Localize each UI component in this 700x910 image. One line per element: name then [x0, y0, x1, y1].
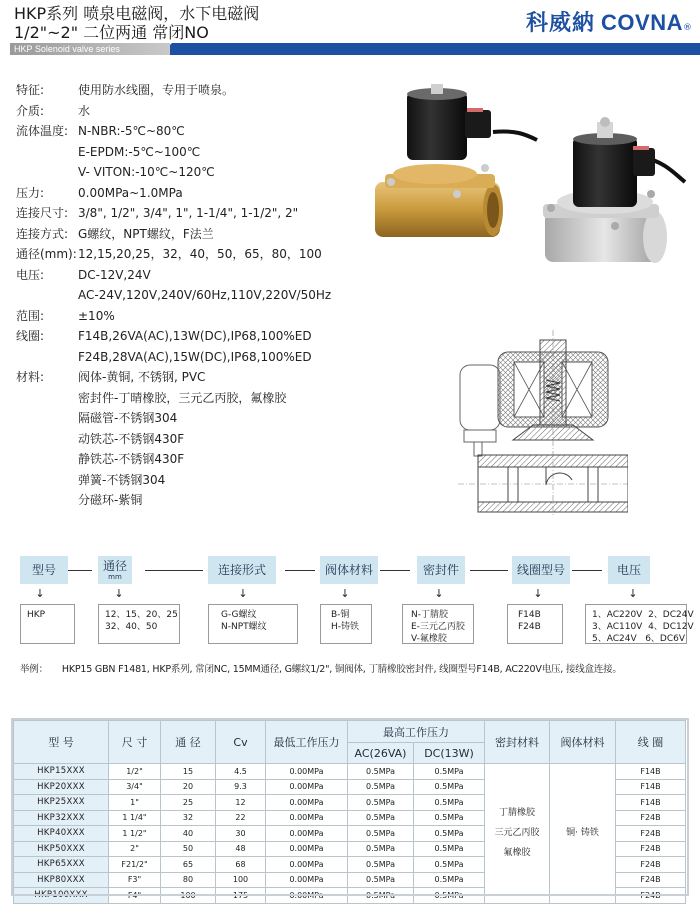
flow-box-bore	[98, 604, 180, 644]
cell-bore: 100	[161, 888, 216, 904]
spec-value: 静铁芯-不锈钢430F	[78, 452, 185, 466]
spec-value: N-NBR:-5℃~80℃	[78, 124, 185, 138]
spec-value: DC-12V,24V	[78, 267, 151, 282]
flow-head-label: 通径	[102, 558, 127, 573]
spec-label	[16, 142, 78, 163]
flow-connector	[470, 570, 508, 571]
spec-list	[16, 80, 376, 511]
example-text: HKP15 GBN F1481, HKP系列, 常闭NC, 15MM通径, G螺纹1/2", 铜阀体, 丁腈橡胶密封件, 线圈型号F14B, AC220V电压, 接线盒连接。	[61, 664, 622, 675]
spec-label	[16, 347, 78, 368]
cell-model: HKP40XXX	[14, 826, 109, 842]
cell-size: 1/2"	[109, 764, 161, 780]
cell-coil: F24B	[616, 826, 686, 842]
cell-body-merged: 铜· 铸铁	[550, 764, 616, 904]
flow-box-model	[20, 604, 75, 644]
spec-row	[16, 101, 376, 122]
spec-row	[16, 470, 376, 491]
logo-english: COVNA	[601, 10, 683, 35]
cell-cv: 4.5	[216, 764, 266, 780]
spec-value: F24B,28VA(AC),15W(DC),IP68,100%ED	[78, 349, 312, 364]
spec-row	[16, 449, 376, 470]
flow-head-body	[320, 556, 378, 584]
spec-row	[16, 388, 376, 409]
flow-box-line: 3、AC110V 4、DC12V	[592, 622, 694, 632]
arrow-down-icon: ↓	[238, 587, 248, 600]
cell-model: HKP15XXX	[14, 764, 109, 780]
cell-cv: 12	[216, 795, 266, 811]
cross-section-drawing	[458, 330, 628, 515]
flow-head-label: 阀体材料	[324, 562, 373, 577]
spec-label: 连接方式:	[16, 226, 69, 241]
table-row	[14, 764, 686, 780]
title-line-1: HKP系列 喷泉电磁阀，水下电磁阀	[14, 4, 260, 23]
flow-box-line: F24B	[518, 622, 541, 632]
band-grey-stripe	[10, 43, 170, 55]
header-bore: 通 径	[161, 721, 216, 764]
cell-max-dc: 0.5MPa	[414, 795, 485, 811]
flow-head-bore	[98, 556, 132, 584]
spec-value: 分磁环-紫铜	[78, 493, 143, 507]
flow-box-line: N-丁腈胶	[411, 610, 448, 620]
flow-connector	[572, 570, 602, 571]
header-cv: Cv	[216, 721, 266, 764]
header-max-ac: AC(26VA)	[348, 743, 414, 764]
cell-bore: 25	[161, 795, 216, 811]
spec-label: 特征:	[16, 83, 45, 97]
spec-row	[16, 224, 376, 245]
spec-label	[16, 490, 78, 511]
cell-cv: 9.3	[216, 779, 266, 795]
arrow-down-icon: ↓	[114, 587, 124, 600]
spec-label	[16, 408, 78, 429]
cell-max-ac: 0.5MPa	[348, 857, 414, 873]
header-min-pressure: 最低工作压力	[266, 721, 348, 764]
cell-bore: 40	[161, 826, 216, 842]
cell-cv: 22	[216, 810, 266, 826]
flow-box-line: N-NPT螺纹	[221, 622, 267, 632]
cell-min-pressure: 0.00MPa	[266, 888, 348, 904]
spec-value: G螺纹，NPT螺纹，F法兰	[78, 226, 214, 241]
arrow-down-icon: ↓	[434, 587, 444, 600]
spec-label	[16, 285, 78, 306]
flow-box-line: V-氟橡胶	[411, 634, 447, 644]
band-blue-stripe	[160, 43, 700, 55]
cell-bore: 20	[161, 779, 216, 795]
cell-max-ac: 0.5MPa	[348, 764, 414, 780]
spec-row	[16, 347, 376, 368]
header-max-dc: DC(13W)	[414, 743, 485, 764]
flow-head-model	[20, 556, 68, 584]
cell-coil: F24B	[616, 857, 686, 873]
cell-bore: 80	[161, 872, 216, 888]
spec-row	[16, 326, 376, 347]
cell-size: F4"	[109, 888, 161, 904]
cell-cv: 100	[216, 872, 266, 888]
flow-box-line: B-铜	[331, 610, 350, 620]
header-model: 型 号	[14, 721, 109, 764]
spec-label	[16, 470, 78, 491]
flow-connector	[68, 570, 92, 571]
flow-box-line: 32、40、50	[105, 622, 158, 632]
cell-model: HKP80XXX	[14, 872, 109, 888]
cell-model: HKP32XXX	[14, 810, 109, 826]
flow-head-connection	[208, 556, 276, 584]
arrow-down-icon: ↓	[533, 587, 543, 600]
arrow-down-icon: ↓	[340, 587, 350, 600]
example-label: 举例：	[20, 664, 48, 675]
seal-material: 三元乙丙胶	[494, 828, 540, 839]
arrow-down-icon: ↓	[628, 587, 638, 600]
spec-value: ±10%	[78, 308, 115, 323]
spec-value: 12,15,20,25，32，40，50，65，80，100	[78, 247, 322, 261]
cell-model: HKP50XXX	[14, 841, 109, 857]
logo-chinese: 科威納	[526, 11, 596, 36]
spec-row	[16, 121, 376, 142]
cell-max-dc: 0.5MPa	[414, 826, 485, 842]
cell-coil: F14B	[616, 764, 686, 780]
cell-size: F3"	[109, 872, 161, 888]
flow-connector	[285, 570, 315, 571]
cell-size: 3/4"	[109, 779, 161, 795]
flow-head-unit: mm	[108, 572, 122, 581]
flow-head-label: 密封件	[422, 562, 459, 577]
cell-coil: F24B	[616, 810, 686, 826]
spec-value: 弹簧-不锈钢304	[78, 472, 166, 487]
spec-value: V- VITON:-10℃~120℃	[78, 165, 215, 179]
spec-label: 连接尺寸:	[16, 206, 69, 220]
header-body: 阀体材料	[550, 721, 616, 764]
page-title	[14, 4, 259, 42]
flow-box-body	[320, 604, 372, 644]
header-coil: 线 圈	[616, 721, 686, 764]
flow-box-line: 5、AC24V 6、DC6V	[592, 634, 686, 644]
cell-max-dc: 0.5MPa	[414, 810, 485, 826]
cell-coil: F24B	[616, 888, 686, 904]
spec-row	[16, 367, 376, 388]
cell-max-ac: 0.5MPa	[348, 826, 414, 842]
spec-row	[16, 490, 376, 511]
seal-material: 氟橡胶	[503, 848, 531, 859]
arrow-down-icon: ↓	[35, 587, 45, 600]
example-note	[20, 661, 622, 675]
spec-row	[16, 203, 376, 224]
cell-size: 2"	[109, 841, 161, 857]
cell-max-ac: 0.5MPa	[348, 872, 414, 888]
spec-value: F14B,26VA(AC),13W(DC),IP68,100%ED	[78, 329, 312, 343]
cell-bore: 32	[161, 810, 216, 826]
spec-label	[16, 449, 78, 470]
cell-coil: F14B	[616, 779, 686, 795]
cell-model: HKP65XXX	[14, 857, 109, 873]
flow-connector	[380, 570, 410, 571]
spec-value: 0.00MPa~1.0MPa	[78, 185, 183, 200]
cell-seal-merged	[485, 764, 550, 904]
stainless-valve	[543, 117, 685, 263]
cell-model: HKP25XXX	[14, 795, 109, 811]
cell-min-pressure: 0.00MPa	[266, 779, 348, 795]
cell-size: 1 1/4"	[109, 810, 161, 826]
flow-head-coil	[512, 556, 570, 584]
spec-value: 密封件-丁晴橡胶，三元乙丙胶，氟橡胶	[78, 390, 287, 405]
cell-min-pressure: 0.00MPa	[266, 826, 348, 842]
spec-label	[16, 429, 78, 450]
spec-value: 水	[78, 103, 91, 118]
valve-drawing-icon	[458, 330, 628, 515]
spec-value: 隔磁管-不锈钢304	[78, 411, 178, 425]
spec-label	[16, 388, 78, 409]
spec-label: 介质:	[16, 103, 45, 118]
flow-box-line: 12、15、20、25	[105, 610, 178, 620]
spec-row	[16, 429, 376, 450]
cell-size: 1"	[109, 795, 161, 811]
cell-min-pressure: 0.00MPa	[266, 857, 348, 873]
flow-box-line: E-三元乙丙胶	[411, 622, 465, 632]
title-line-2: 1/2"~2" 二位两通 常闭NO	[14, 23, 209, 42]
spec-row	[16, 183, 376, 204]
series-label: HKP Solenoid valve series	[14, 44, 120, 54]
spec-label: 材料:	[16, 370, 45, 384]
cell-max-ac: 0.5MPa	[348, 795, 414, 811]
cell-size: F21/2"	[109, 857, 161, 873]
valve-photo-icon	[375, 82, 695, 272]
spec-label: 线圈:	[16, 329, 45, 343]
spec-row	[16, 306, 376, 327]
spec-label: 电压:	[16, 267, 45, 282]
header-max-pressure: 最高工作压力	[348, 721, 485, 743]
cell-cv: 48	[216, 841, 266, 857]
cell-min-pressure: 0.00MPa	[266, 841, 348, 857]
spec-value: 动铁芯-不锈钢430F	[78, 431, 185, 446]
cell-max-dc: 0.5MPa	[414, 779, 485, 795]
spec-row	[16, 285, 376, 306]
cell-max-ac: 0.5MPa	[348, 810, 414, 826]
cell-max-dc: 0.5MPa	[414, 857, 485, 873]
spec-row	[16, 408, 376, 429]
cell-max-ac: 0.5MPa	[348, 841, 414, 857]
flow-head-label: 电压	[616, 562, 641, 577]
cell-cv: 175	[216, 888, 266, 904]
spec-label: 压力:	[16, 185, 45, 200]
spec-value: E-EPDM:-5℃~100℃	[78, 144, 201, 159]
flow-head-voltage	[608, 556, 650, 584]
spec-row	[16, 142, 376, 163]
flow-box-voltage	[585, 604, 694, 644]
cell-coil: F24B	[616, 841, 686, 857]
cell-coil: F14B	[616, 795, 686, 811]
spec-label: 范围:	[16, 308, 45, 323]
flow-head-label: 型号	[31, 562, 56, 577]
brand-logo	[526, 6, 692, 37]
cell-max-dc: 0.5MPa	[414, 764, 485, 780]
seal-material: 丁腈橡胶	[498, 808, 535, 819]
spec-value: AC-24V,120V,240V/60Hz,110V,220V/50Hz	[78, 288, 332, 302]
flow-box-coil	[507, 604, 563, 644]
spec-row	[16, 244, 376, 265]
flow-box-seal	[402, 604, 474, 644]
header-size: 尺 寸	[109, 721, 161, 764]
spec-value: 使用防水线圈，专用于喷泉。	[78, 83, 235, 97]
spec-label	[16, 162, 78, 183]
flow-box-line: G-G螺纹	[221, 610, 257, 620]
registered-mark: ®	[683, 23, 692, 33]
spec-label: 流体温度:	[16, 124, 69, 138]
spec-row	[16, 80, 376, 101]
cell-cv: 68	[216, 857, 266, 873]
series-band	[10, 43, 700, 55]
cell-min-pressure: 0.00MPa	[266, 764, 348, 780]
cell-min-pressure: 0.00MPa	[266, 810, 348, 826]
cell-min-pressure: 0.00MPa	[266, 795, 348, 811]
cell-size: 1 1/2"	[109, 826, 161, 842]
cell-max-ac: 0.5MPa	[348, 779, 414, 795]
cell-bore: 50	[161, 841, 216, 857]
flow-head-label: 线圈型号	[516, 562, 565, 577]
flow-box-connection	[208, 604, 298, 644]
model-spec-table	[13, 720, 686, 904]
cell-max-dc: 0.5MPa	[414, 888, 485, 904]
cell-bore: 15	[161, 764, 216, 780]
cell-min-pressure: 0.00MPa	[266, 872, 348, 888]
flow-box-line: HKP	[27, 610, 46, 620]
flow-box-line: F14B	[518, 610, 541, 620]
header-seal: 密封材料	[485, 721, 550, 764]
flow-box-line: H-铸铁	[331, 622, 360, 632]
flow-head-label: 连接形式	[217, 562, 266, 577]
spec-label: 通径(mm):	[16, 247, 77, 261]
spec-value: 3/8", 1/2", 3/4", 1", 1-1/4", 1-1/2", 2"	[78, 206, 299, 220]
brass-valve	[375, 84, 537, 237]
product-photos	[375, 82, 695, 272]
cell-max-ac: 0.5MPa	[348, 888, 414, 904]
flow-head-seal	[417, 556, 465, 584]
cell-model: HKP100XXX	[14, 888, 109, 904]
cell-cv: 30	[216, 826, 266, 842]
cell-max-dc: 0.5MPa	[414, 872, 485, 888]
cell-model: HKP20XXX	[14, 779, 109, 795]
cell-coil: F24B	[616, 872, 686, 888]
cell-max-dc: 0.5MPa	[414, 841, 485, 857]
flow-connector	[145, 570, 203, 571]
flow-box-line: 1、AC220V 2、DC24V	[592, 610, 694, 620]
spec-row	[16, 162, 376, 183]
cell-bore: 65	[161, 857, 216, 873]
spec-row	[16, 265, 376, 286]
spec-value: 阀体-黄铜, 不锈钢, PVC	[78, 370, 206, 384]
